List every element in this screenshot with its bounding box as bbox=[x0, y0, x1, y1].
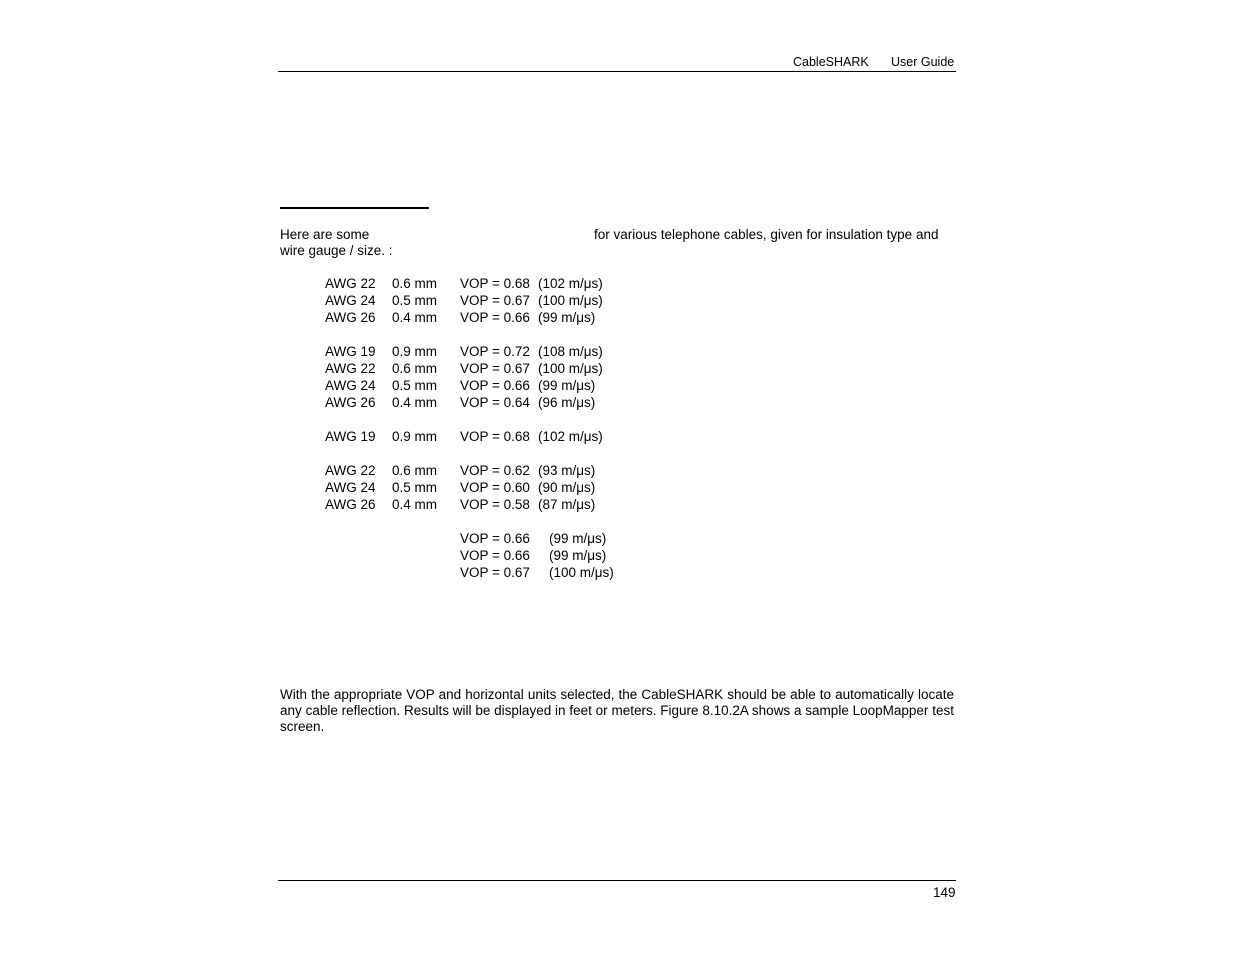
vop-value: VOP = 0.66 bbox=[460, 548, 530, 563]
propagation-speed: (99 m/μs) bbox=[549, 531, 607, 546]
footer-rule bbox=[278, 880, 956, 881]
wire-diameter: 0.9 mm bbox=[392, 429, 438, 444]
vop-table-row bbox=[0, 479, 700, 496]
wire-diameter: 0.6 mm bbox=[392, 463, 438, 478]
vop-value: VOP = 0.62 bbox=[460, 463, 530, 478]
closing-paragraph: With the appropriate VOP and horizontal units selected, the CableSHARK should be able to automatically locate any cable reflection. Results will be displayed in feet or meters. Figure 8.10.2A shows a sample LoopMapper test screen. bbox=[280, 687, 954, 734]
header-guide-title: User Guide bbox=[891, 55, 955, 69]
header-product-name: CableSHARK bbox=[793, 55, 869, 69]
propagation-speed: (100 m/μs) bbox=[538, 361, 603, 376]
propagation-speed: (99 m/μs) bbox=[549, 548, 607, 563]
propagation-speed: (100 m/μs) bbox=[538, 293, 603, 308]
wire-diameter: 0.5 mm bbox=[392, 378, 438, 393]
vop-table-row bbox=[0, 564, 700, 581]
wire-gauge: AWG 26 bbox=[325, 395, 376, 410]
vop-value: VOP = 0.72 bbox=[460, 344, 530, 359]
vop-table-row bbox=[0, 309, 700, 326]
propagation-speed: (102 m/μs) bbox=[538, 276, 603, 291]
wire-diameter: 0.5 mm bbox=[392, 293, 438, 308]
vop-value: VOP = 0.66 bbox=[460, 310, 530, 325]
propagation-speed: (100 m/μs) bbox=[549, 565, 614, 580]
vop-value: VOP = 0.66 bbox=[460, 378, 530, 393]
intro-trailing-text: for various telephone cables, given for insulation type and bbox=[594, 227, 939, 242]
wire-gauge: AWG 19 bbox=[325, 429, 376, 444]
wire-diameter: 0.9 mm bbox=[392, 344, 438, 359]
vop-value: VOP = 0.60 bbox=[460, 480, 530, 495]
vop-value: VOP = 0.68 bbox=[460, 276, 530, 291]
wire-gauge: AWG 24 bbox=[325, 378, 376, 393]
vop-table-row bbox=[0, 360, 700, 377]
propagation-speed: (102 m/μs) bbox=[538, 429, 603, 444]
intro-second-line: wire gauge / size. : bbox=[280, 243, 393, 258]
wire-diameter: 0.4 mm bbox=[392, 310, 438, 325]
vop-table-row bbox=[0, 377, 700, 394]
wire-gauge: AWG 26 bbox=[325, 310, 376, 325]
vop-table-row bbox=[0, 394, 700, 411]
propagation-speed: (96 m/μs) bbox=[538, 395, 596, 410]
intro-lead-text: Here are some bbox=[280, 227, 370, 242]
vop-table-row bbox=[0, 428, 700, 445]
section-heading-underline bbox=[280, 207, 429, 209]
vop-table-row bbox=[0, 275, 700, 292]
vop-table-row bbox=[0, 292, 700, 309]
vop-value: VOP = 0.58 bbox=[460, 497, 530, 512]
vop-value: VOP = 0.68 bbox=[460, 429, 530, 444]
wire-gauge: AWG 22 bbox=[325, 361, 376, 376]
vop-table-row bbox=[0, 343, 700, 360]
wire-diameter: 0.4 mm bbox=[392, 395, 438, 410]
page-number: 149 bbox=[933, 885, 956, 900]
vop-table-row bbox=[0, 530, 700, 547]
propagation-speed: (99 m/μs) bbox=[538, 378, 596, 393]
wire-gauge: AWG 24 bbox=[325, 480, 376, 495]
propagation-speed: (87 m/μs) bbox=[538, 497, 596, 512]
wire-diameter: 0.5 mm bbox=[392, 480, 438, 495]
vop-table-row bbox=[0, 496, 700, 513]
propagation-speed: (99 m/μs) bbox=[538, 310, 596, 325]
propagation-speed: (93 m/μs) bbox=[538, 463, 596, 478]
wire-gauge: AWG 22 bbox=[325, 463, 376, 478]
vop-value: VOP = 0.67 bbox=[460, 361, 530, 376]
vop-value: VOP = 0.64 bbox=[460, 395, 530, 410]
header-rule bbox=[278, 71, 956, 72]
wire-gauge: AWG 26 bbox=[325, 497, 376, 512]
wire-diameter: 0.6 mm bbox=[392, 276, 438, 291]
vop-value: VOP = 0.66 bbox=[460, 531, 530, 546]
wire-gauge: AWG 24 bbox=[325, 293, 376, 308]
vop-table-row bbox=[0, 462, 700, 479]
wire-diameter: 0.6 mm bbox=[392, 361, 438, 376]
propagation-speed: (108 m/μs) bbox=[538, 344, 603, 359]
vop-value: VOP = 0.67 bbox=[460, 565, 530, 580]
vop-table-row bbox=[0, 547, 700, 564]
wire-gauge: AWG 22 bbox=[325, 276, 376, 291]
vop-value: VOP = 0.67 bbox=[460, 293, 530, 308]
wire-gauge: AWG 19 bbox=[325, 344, 376, 359]
wire-diameter: 0.4 mm bbox=[392, 497, 438, 512]
propagation-speed: (90 m/μs) bbox=[538, 480, 596, 495]
